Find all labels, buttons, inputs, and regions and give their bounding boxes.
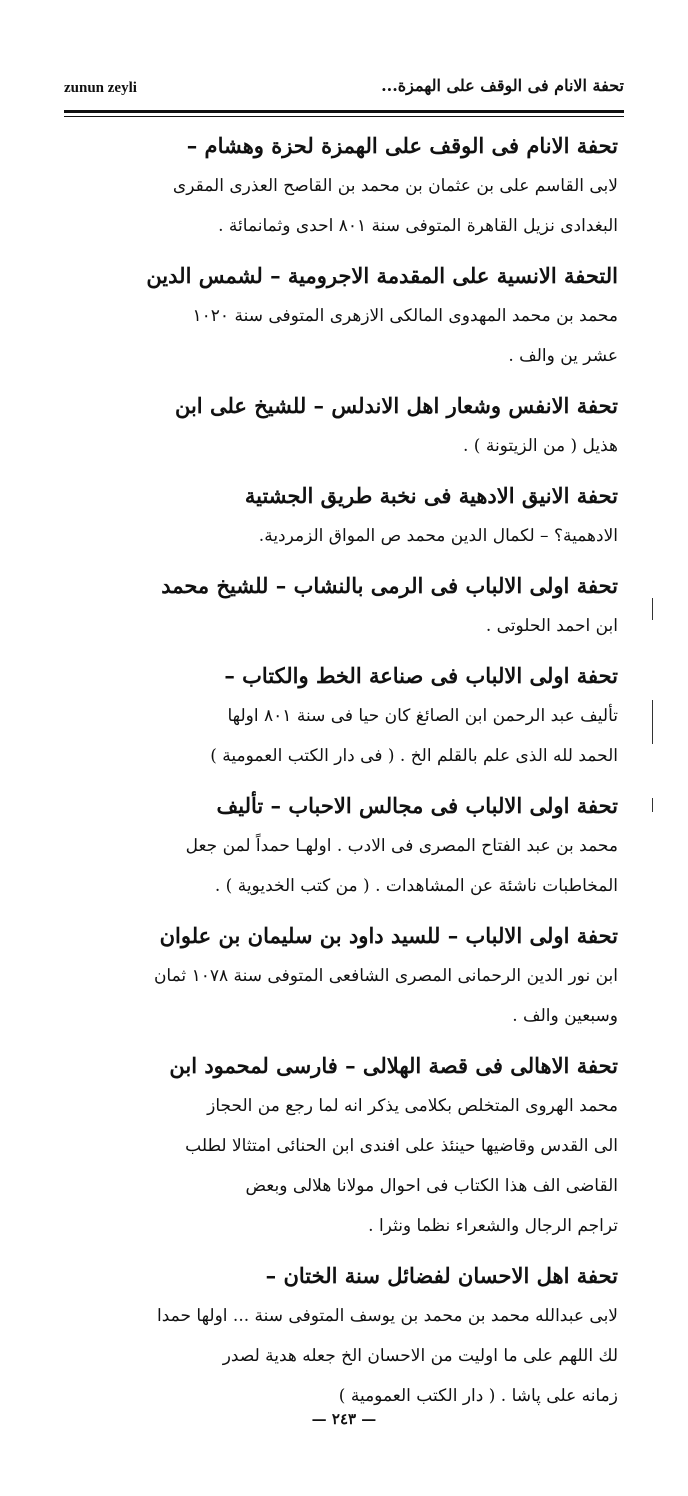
entry-line: البغدادى نزيل القاهرة المتوفى سنة ٨٠١ احدى وثمانمائة . <box>218 216 618 236</box>
entry-title: تحفة الانيق الادهية فى نخبة طريق الجشتية <box>244 483 618 508</box>
entry-title: تحفة اولى الالباب – للسيد داود بن سليمان بن علوان <box>159 923 618 948</box>
entry-title: تحفة اولى الالباب فى صناعة الخط والكتاب – <box>224 663 618 688</box>
entry-line: الادهمية؟ – لكمال الدين محمد ص المواق الزمردية. <box>258 526 618 546</box>
dictionary-entry <box>66 786 618 906</box>
entry-title: تحفة اولى الالباب فى مجالس الاحباب – تأليف <box>216 793 618 818</box>
entry-line: هذيل ( من الزيتونة ) . <box>462 436 618 456</box>
entry-line: زمانه على پاشا . ( دار الكتب العمومية ) <box>338 1386 618 1406</box>
dictionary-entry <box>66 256 618 376</box>
dictionary-entry <box>66 476 618 556</box>
entry-line: تراجم الرجال والشعراء نظما ونثرا . <box>368 1216 618 1236</box>
entry-line: الى القدس وقاضيها حينئذ على افندى ابن الحنائى امتثالا لطلب <box>185 1136 618 1156</box>
entry-title: تحفة الانام فى الوقف على الهمزة لحزة وهشام – <box>186 133 618 158</box>
dictionary-entry <box>66 566 618 646</box>
dictionary-entry <box>66 1256 618 1416</box>
header-left-text: zunun zeyli <box>64 80 137 96</box>
entry-line: محمد الهروى المتخلص بكلامى يذكر انه لما رجع من الحجاز <box>207 1096 618 1116</box>
entry-title: تحفة الاهالى فى قصة الهلالى – فارسى لمحمود ابن <box>169 1053 618 1078</box>
dictionary-entry <box>66 916 618 1036</box>
entry-line: ابن نور الدين الرحمانى المصرى الشافعى المتوفى سنة ١٠٧٨ ثمان <box>153 966 618 986</box>
margin-mark <box>652 598 653 620</box>
entry-title: التحفة الانسية على المقدمة الاجرومية – لشمس الدين <box>146 263 618 288</box>
page-number: — ٢٤٣ — <box>311 1410 377 1428</box>
header-right-text: تحفة الانام فى الوقف على الهمزة... <box>381 76 624 95</box>
running-header <box>64 70 624 110</box>
dictionary-entry <box>66 126 618 246</box>
entry-line: عشر ين والف . <box>508 346 618 366</box>
header-rule-thin <box>64 116 624 117</box>
header-rule-thick <box>64 110 624 113</box>
entry-line: ابن احمد الحلوتى . <box>485 616 618 636</box>
margin-mark <box>652 798 653 812</box>
dictionary-entry <box>66 1046 618 1246</box>
entry-title: تحفة اولى الالباب فى الرمى بالنشاب – للشيخ محمد <box>161 573 618 598</box>
entry-line: الحمد لله الذى علم بالقلم الخ . ( فى دار الكتب العمومية ) <box>210 746 618 766</box>
margin-mark <box>652 700 653 744</box>
dictionary-entry <box>66 656 618 776</box>
entry-title: تحفة اهل الاحسان لفضائل سنة الختان – <box>265 1263 618 1288</box>
entry-line: لك اللهم على ما اوليت من الاحسان الخ جعله هدية لصدر <box>222 1346 618 1366</box>
entry-line: محمد بن عبد الفتاح المصرى فى الادب . اولهـا حمداً لمن جعل <box>185 836 618 856</box>
entry-line: تأليف عبد الرحمن ابن الصائغ كان حيا فى سنة ٨٠١ اولها <box>227 706 618 726</box>
entry-line: المخاطبات ناشئة عن المشاهدات . ( من كتب الخديوية ) . <box>214 876 618 896</box>
dictionary-entry <box>66 386 618 466</box>
entry-line: وسبعين والف . <box>512 1006 618 1026</box>
entry-title: تحفة الانفس وشعار اهل الاندلس – للشيخ على ابن <box>174 393 618 418</box>
entry-line: لابى عبدالله محمد بن محمد بن يوسف المتوفى سنة ... اولها حمدا <box>157 1306 618 1326</box>
entry-line: محمد بن محمد المهدوى المالكى الازهرى المتوفى سنة ١٠٢٠ <box>192 306 618 326</box>
entry-line: لابى القاسم على بن عثمان بن محمد بن القاصح العذرى المقرى <box>172 176 618 196</box>
entry-line: القاضى الف هذا الكتاب فى احوال مولانا هلالى وبعض <box>245 1176 618 1196</box>
page-body <box>66 126 618 1426</box>
